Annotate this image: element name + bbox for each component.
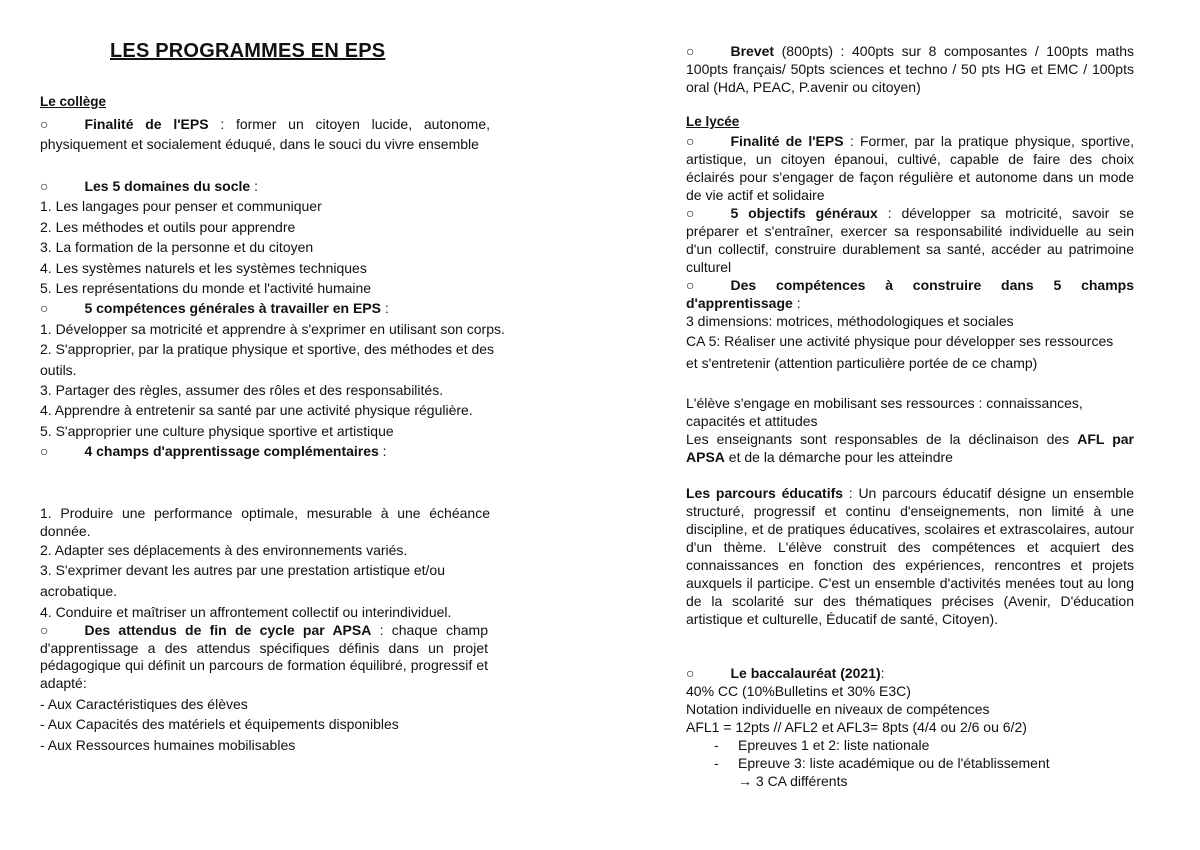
competence-item: 3. Partager des règles, assumer des rôles et des responsabilités. xyxy=(40,382,444,399)
separator: : xyxy=(378,443,387,460)
separator: : xyxy=(250,178,258,194)
bullet-icon: ○ xyxy=(40,622,49,638)
separator: : xyxy=(380,300,389,317)
lycee-parcours xyxy=(686,484,1134,628)
college-champs-label: 4 champs d'apprentissage complémentaires xyxy=(84,443,379,460)
bac-arrow-note: → 3 CA différents xyxy=(738,773,848,789)
champ-item: 3. S'exprimer devant les autres par une prestation artistique et/ou acrobatique. xyxy=(40,562,446,599)
lycee-finalite-text: : Former, par la pratique physique, sportive, artistique, un citoyen épanoui, cultivé, capable de faire des choix éclairés pour s'engager de façon régulière et autonome dans un mode de vie actif et solidaire xyxy=(686,133,1134,203)
bullet-icon: ○ xyxy=(686,205,695,221)
bullet-icon: ○ xyxy=(686,277,695,293)
parcours-text: : Un parcours éducatif désigne un ensemble structuré, progressif et continu d'enseignements, non limité à une discipline, et de pratiques éducatives, scolaires et extrascolaires, autour d'un thème. L'élève construit des compétences et acquiert des connaissances en fonction des expériences, rencontres et projets auxquels il participe. C'est un ensemble d'activités menées tout au long de la scolarité sur des thématiques précises (Avenir, D'éducation artistique et culturelle, Éducatif de santé, Citoyen). xyxy=(686,485,1134,627)
competence-item: 1. Développer sa motricité et apprendre à s'exprimer en utilisant son corps. xyxy=(40,320,505,337)
lycee-ca5: CA 5: Réaliser une activité physique pour développer ses ressources et s'entretenir (attention particulière portée de ce champ) xyxy=(686,333,1114,371)
bullet-icon: ○ xyxy=(40,443,49,460)
college-finalite xyxy=(40,114,490,155)
domaine-item: 2. Les méthodes et outils pour apprendre xyxy=(40,218,296,235)
bullet-icon: ○ xyxy=(686,133,695,149)
college-heading: Le collège xyxy=(40,94,107,109)
bac-line: 40% CC (10%Bulletins et 30% E3C) xyxy=(686,683,911,699)
lycee-objectifs-label: 5 objectifs généraux xyxy=(730,205,878,221)
lycee-objectifs xyxy=(686,204,1134,276)
college-attendus xyxy=(40,622,488,692)
college-competences-label: 5 compétences générales à travailler en EPS xyxy=(84,300,381,317)
college-finalite-label: Finalité de l'EPS xyxy=(84,116,209,132)
domaine-item: 4. Les systèmes naturels et les systèmes techniques xyxy=(40,259,367,276)
lycee-finalite-label: Finalité de l'EPS xyxy=(730,133,844,149)
attendu-item: - Aux Capacités des matériels et équipements disponibles xyxy=(40,716,399,733)
enseignants-text-end: et de la démarche pour les atteindre xyxy=(724,449,953,465)
bullet-icon: ○ xyxy=(686,665,695,681)
bac-line: Notation individuelle en niveaux de compétences xyxy=(686,701,990,717)
lycee-competences-title xyxy=(686,276,1134,312)
brevet-label: Brevet xyxy=(730,43,775,59)
attendu-item: - Aux Caractéristiques des élèves xyxy=(40,696,248,712)
bullet-icon: ○ xyxy=(40,178,49,194)
champ-item: 2. Adapter ses déplacements à des environnements variés. xyxy=(40,542,408,558)
competence-item: 5. S'approprier une culture physique sportive et artistique xyxy=(40,422,394,439)
separator: : xyxy=(880,665,885,681)
college-attendus-list xyxy=(40,694,518,755)
college-attendus-text: : chaque champ d'apprentissage a des attendus spécifiques définis dans un projet pédagogique qui définit un parcours de formation équilibré, progressif et adapté: xyxy=(40,622,488,691)
competence-item: 2. S'approprier, par la pratique physique et sportive, des méthodes et des outils. xyxy=(40,341,495,378)
domaine-item: 3. La formation de la personne et du citoyen xyxy=(40,239,314,256)
college-brevet xyxy=(686,42,1134,96)
college-champs-list xyxy=(40,504,490,623)
champ-item: 1. Produire une performance optimale, mesurable à une échéance donnée. xyxy=(40,505,490,539)
bullet-icon: ○ xyxy=(40,300,49,317)
lycee-heading: Le lycée xyxy=(686,114,740,129)
lycee-objectifs-text: : développer sa motricité, savoir se préparer et s'entraîner, exercer sa responsabilité individuelle au sein d'un collectif, construire durablement sa santé, accéder au patrimoine culturel xyxy=(686,205,1134,275)
college-domaines xyxy=(40,176,518,462)
separator: : xyxy=(792,295,801,311)
bac-label: Le baccalauréat (2021) xyxy=(730,665,881,681)
bullet-icon: ○ xyxy=(40,116,49,132)
college-finalite-text: : former un citoyen lucide, autonome, physiquement et socialement éduqué, dans le souci du vivre ensemble xyxy=(40,116,490,153)
epreuve-item: - Epreuves 1 et 2: liste nationale xyxy=(686,736,1134,754)
brevet-text: (800pts) : 400pts sur 8 composantes / 100pts maths 100pts français/ 50pts sciences et techno / 50 pts HG et EMC / 100pts oral (HdA, PEAC, P.avenir ou citoyen) xyxy=(686,43,1134,95)
domaine-item: 5. Les représentations du monde et l'activité humaine xyxy=(40,280,372,297)
college-attendus-label: Des attendus de fin de cycle par APSA xyxy=(84,622,372,638)
afl-par-apsa: AFL par APSA xyxy=(686,431,1134,465)
lycee-dimensions: 3 dimensions: motrices, méthodologiques et sociales xyxy=(686,313,1014,329)
domaine-item: 1. Les langages pour penser et communiquer xyxy=(40,198,322,215)
lycee-engage: L'élève s'engage en mobilisant ses ressources : connaissances, capacités et attitudes xyxy=(686,395,1083,429)
enseignants-text: Les enseignants sont responsables de la déclinaison des xyxy=(686,431,1078,447)
college-domaines-label: Les 5 domaines du socle xyxy=(84,178,251,194)
parcours-label: Les parcours éducatifs xyxy=(686,485,844,501)
competence-item: 4. Apprendre à entretenir sa santé par une activité physique régulière. xyxy=(40,402,473,419)
lycee-competences-label: Des compétences à construire dans 5 champs d'apprentissage xyxy=(686,277,1134,311)
bullet-icon: ○ xyxy=(686,43,695,59)
epreuve-item: - Epreuve 3: liste académique ou de l'établissement xyxy=(686,754,1134,772)
lycee-finalite xyxy=(686,132,1134,204)
attendu-item: - Aux Ressources humaines mobilisables xyxy=(40,736,296,753)
page-title: LES PROGRAMMES EN EPS xyxy=(110,40,386,62)
lycee-bac xyxy=(686,664,1134,790)
champ-item: 4. Conduire et maîtriser un affrontement collectif ou interindividuel. xyxy=(40,604,452,620)
bac-line: AFL1 = 12pts // AFL2 et AFL3= 8pts (4/4 ou 2/6 ou 6/2) xyxy=(686,719,1027,735)
lycee-enseignants xyxy=(686,430,1134,466)
